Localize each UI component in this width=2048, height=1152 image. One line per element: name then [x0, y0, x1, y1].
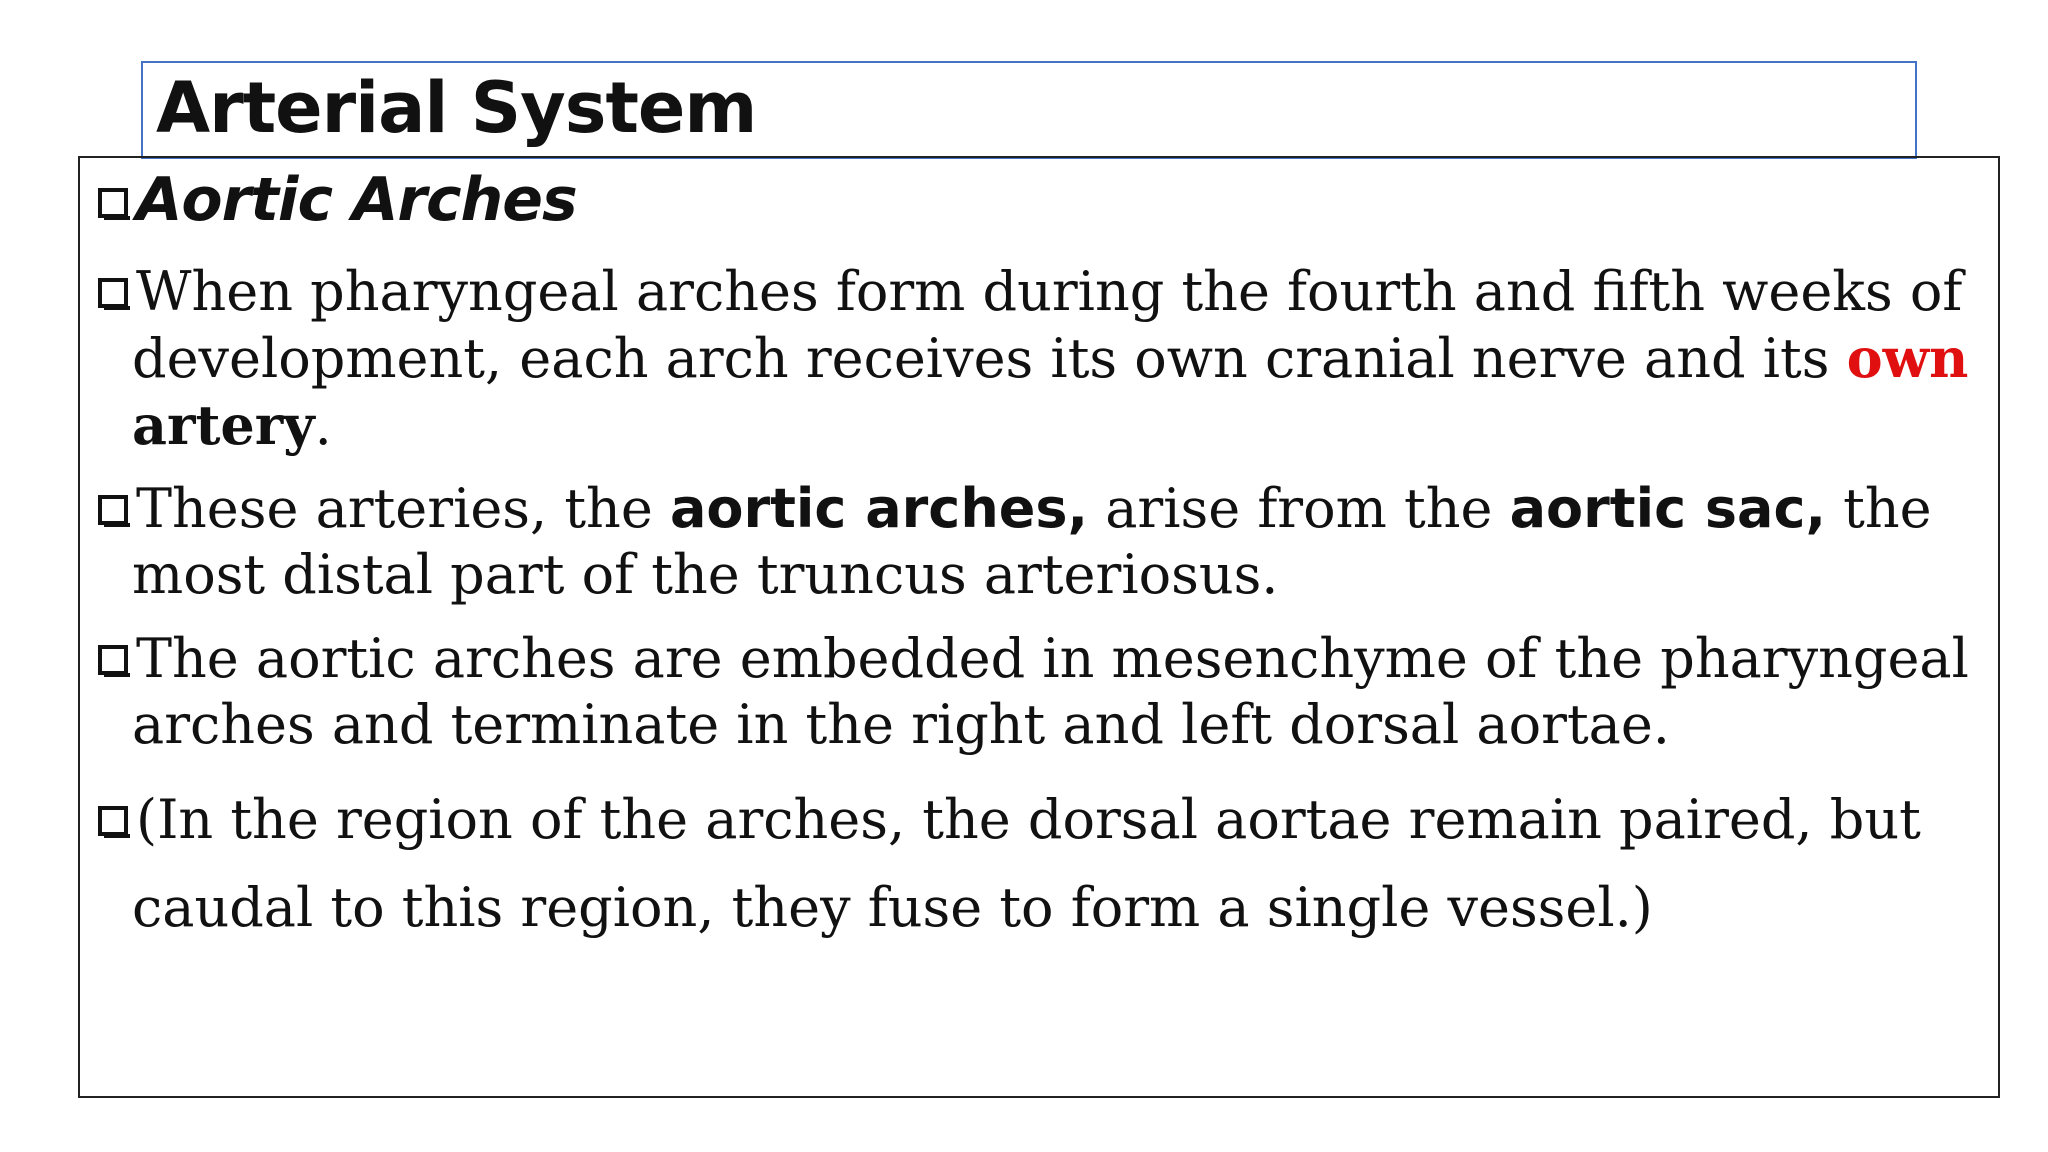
- hollow-square-bullet-icon: [96, 493, 130, 527]
- hollow-square-bullet-icon: [96, 643, 130, 677]
- bullet-2-text-c: the: [1826, 477, 1932, 540]
- bullet-item-4: [96, 776, 1976, 952]
- emphasis-artery: artery: [132, 393, 315, 457]
- slide-title: Arterial System: [156, 67, 757, 149]
- hollow-square-bullet-icon: [96, 276, 130, 310]
- bullet-3-line-1: The aortic arches are embedded in mesenchyme of the pharyngeal: [136, 627, 1969, 690]
- emphasis-aortic-arches: aortic arches,: [669, 477, 1089, 540]
- emphasis-own: own: [1846, 326, 1969, 390]
- bullet-4-line-1: (In the region of the arches, the dorsal aortae remain paired, but: [136, 788, 1921, 851]
- bullet-item-2: [96, 476, 1976, 608]
- hollow-square-bullet-icon: [96, 804, 130, 838]
- hollow-square-bullet-icon: [96, 186, 130, 220]
- bullet-2-text-b: arise from the: [1088, 477, 1510, 540]
- bullet-1-line-1: When pharyngeal arches form during the fourth and fifth weeks of: [136, 260, 1963, 323]
- bullet-3-line-2: arches and terminate in the right and left dorsal aortae.: [132, 693, 1670, 756]
- emphasis-aortic-sac: aortic sac,: [1509, 477, 1827, 540]
- bullet-item-1: [96, 259, 1976, 459]
- heading-text: Aortic Arches: [136, 165, 577, 235]
- bullet-item-3: [96, 626, 1976, 758]
- bullet-4-line-2: caudal to this region, they fuse to form a single vessel.): [132, 876, 1653, 939]
- bullet-1-line-2: development, each arch receives its own cranial nerve and its: [132, 327, 1847, 390]
- bullet-2-line-2: most distal part of the truncus arteriosus.: [132, 543, 1279, 606]
- bullet-1-period: .: [314, 394, 332, 457]
- section-heading: [96, 160, 1976, 240]
- bullet-2-text-a: These arteries, the: [136, 477, 670, 540]
